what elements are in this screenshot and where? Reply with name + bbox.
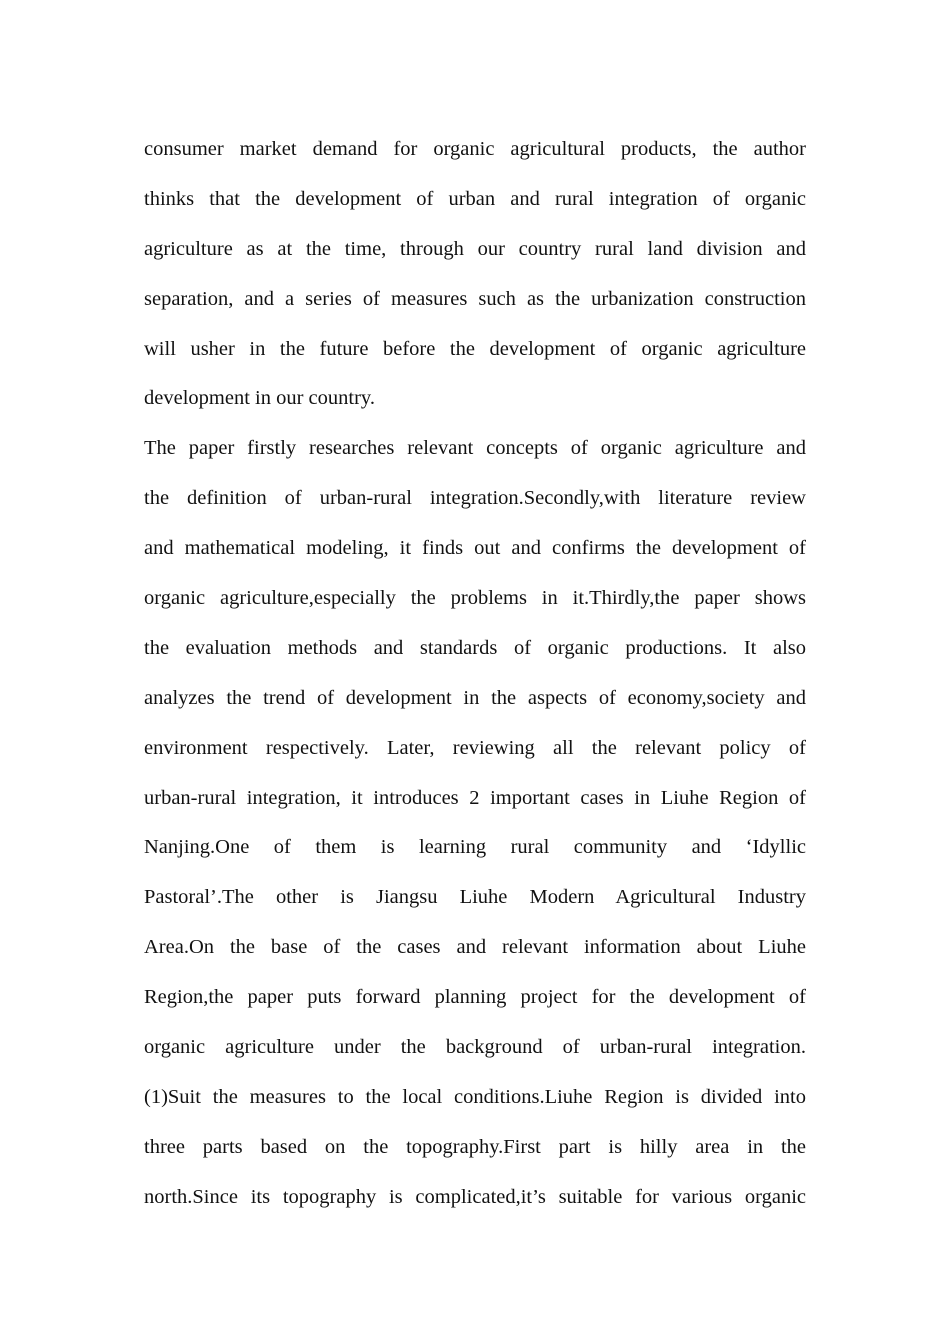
text-line: thinks that the development of urban and rural integration of organic xyxy=(144,187,806,210)
document-page xyxy=(144,132,806,1230)
text-line: agriculture as at the time, through our country rural land division and xyxy=(144,237,806,260)
paragraph-paper-summary xyxy=(144,431,806,1229)
text-line: separation, and a series of measures such as the urbanization construction xyxy=(144,287,806,310)
text-line: Pastoral’.The other is Jiangsu Liuhe Modern Agricultural Industry xyxy=(144,886,806,909)
text-line: organic agriculture,especially the problems in it.Thirdly,the paper shows xyxy=(144,587,806,610)
text-line: development in our country. xyxy=(144,387,375,410)
text-line: three parts based on the topography.First part is hilly area in the xyxy=(144,1135,806,1158)
text-line: Nanjing.One of them is learning rural community and ‘Idyllic xyxy=(144,836,806,859)
text-line: north.Since its topography is complicated,it’s suitable for various organic xyxy=(144,1185,806,1208)
paragraph-conclusion-intro xyxy=(144,132,806,431)
text-line: and mathematical modeling, it finds out and confirms the development of xyxy=(144,537,806,560)
text-line: consumer market demand for organic agricultural products, the author xyxy=(144,138,806,160)
text-line: the evaluation methods and standards of organic productions. It also xyxy=(144,636,806,659)
text-line: urban-rural integration, it introduces 2 important cases in Liuhe Region of xyxy=(144,786,806,809)
text-line: Region,the paper puts forward planning project for the development of xyxy=(144,986,806,1009)
text-line: the definition of urban-rural integration.Secondly,with literature review xyxy=(144,487,806,510)
text-line: The paper firstly researches relevant concepts of organic agriculture and xyxy=(144,437,806,460)
text-line: will usher in the future before the development of organic agriculture xyxy=(144,337,806,360)
text-line: organic agriculture under the background of urban-rural integration. xyxy=(144,1036,806,1059)
text-line: (1)Suit the measures to the local conditions.Liuhe Region is divided into xyxy=(144,1085,806,1108)
text-line: Area.On the base of the cases and relevant information about Liuhe xyxy=(144,936,806,959)
text-line: analyzes the trend of development in the aspects of economy,society and xyxy=(144,686,806,709)
text-line: environment respectively. Later, reviewing all the relevant policy of xyxy=(144,736,806,759)
